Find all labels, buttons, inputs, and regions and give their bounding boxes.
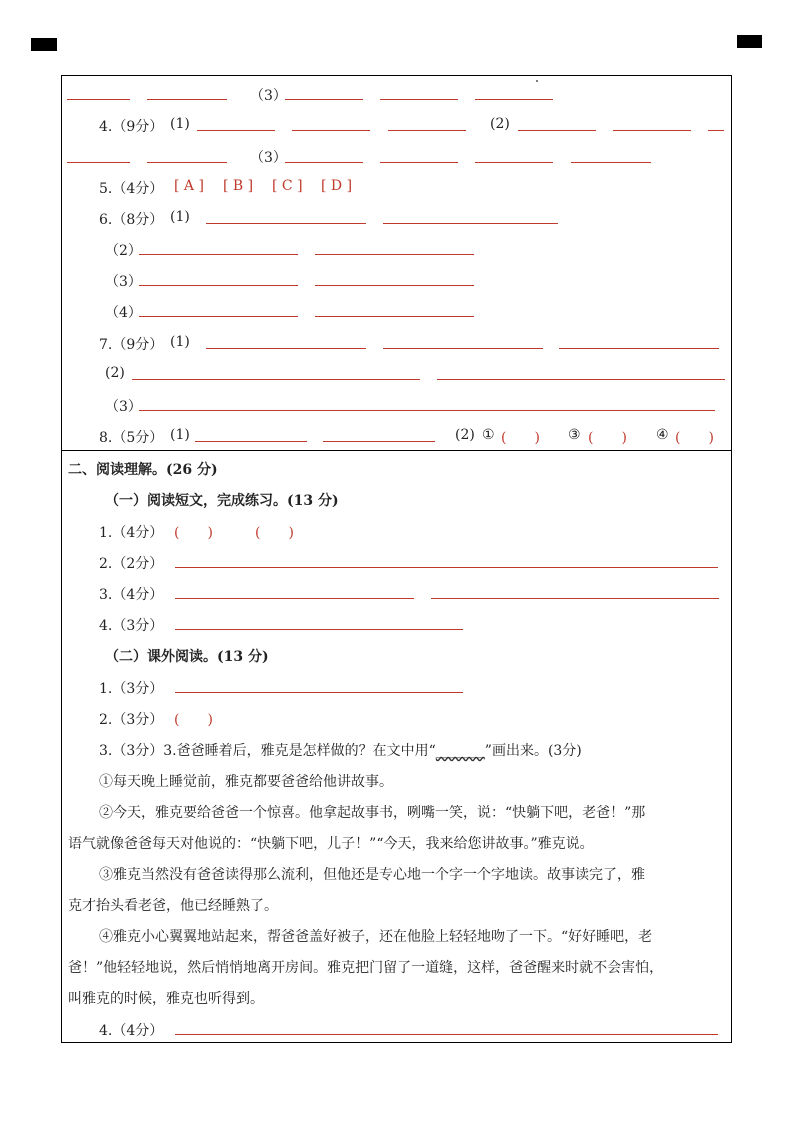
q8-answer-paren-4[interactable]: ( )	[675, 430, 714, 446]
q7-sub1: (1)	[170, 334, 190, 350]
sec1-q4-label: 4.（3分）	[99, 618, 164, 634]
answer-line[interactable]	[315, 316, 474, 317]
passage-para-4-line-1: ④雅克小心翼翼地站起来，帮爸爸盖好被子，还在他脸上轻轻地吻了一下。“好好睡吧，老	[99, 929, 653, 945]
q5-label: 5.（4分）	[99, 181, 164, 197]
answer-line[interactable]	[147, 162, 227, 163]
answer-line[interactable]	[206, 223, 366, 224]
answer-line[interactable]	[475, 162, 553, 163]
q6-sub3: （3）	[105, 274, 142, 290]
answer-line[interactable]	[175, 567, 718, 568]
sec1-q1-paren-2[interactable]: ( )	[255, 525, 294, 541]
answer-line[interactable]	[206, 348, 366, 349]
sec1-q2-label: 2.（2分）	[99, 556, 164, 572]
wavy-line-marker: _______	[435, 743, 485, 759]
q5-option-c[interactable]: [ C ]	[272, 178, 303, 194]
q6-sub2: （2）	[105, 243, 142, 259]
q6-label: 6.（8分）	[99, 212, 164, 228]
sec1-q1-paren-1[interactable]: ( )	[174, 525, 213, 541]
answer-line[interactable]	[175, 629, 463, 630]
q6-sub4: （4）	[105, 305, 142, 321]
q5-option-b[interactable]: [ B ]	[223, 178, 254, 194]
q8-label: 8.（5分）	[99, 430, 164, 446]
registration-mark-right	[737, 35, 762, 48]
answer-line[interactable]	[383, 223, 558, 224]
q7-sub2: (2)	[105, 365, 125, 381]
q4-sub2: (2)	[490, 116, 510, 132]
answer-line[interactable]	[132, 379, 420, 380]
answer-line[interactable]	[139, 410, 715, 411]
answer-line[interactable]	[380, 162, 458, 163]
answer-line[interactable]	[292, 130, 370, 131]
q8-circle-3: ③	[568, 427, 581, 443]
sec2-q3-suffix: ”画出来。(3分)	[484, 743, 582, 759]
q4-label: 4.（9分）	[99, 119, 164, 135]
sec2-q3-question	[99, 740, 582, 760]
answer-line[interactable]	[380, 99, 458, 100]
answer-line[interactable]	[175, 1034, 718, 1035]
q5-option-d[interactable]: [ D ]	[321, 178, 353, 194]
passage-para-3-line-2: 克才抬头看老爸，他已经睡熟了。	[68, 898, 278, 914]
q4-sub3: （3）	[250, 150, 287, 166]
q8-sub1: (1)	[170, 427, 190, 443]
answer-line[interactable]	[383, 348, 543, 349]
answer-line[interactable]	[175, 692, 463, 693]
q3-sub3-label: （3）	[250, 88, 287, 104]
sec2-q4-label: 4.（4分）	[99, 1023, 164, 1039]
q6-sub1: (1)	[170, 209, 190, 225]
passage-para-4-line-3: 叫雅克的时候，雅克也听得到。	[68, 991, 264, 1007]
answer-line[interactable]	[571, 162, 651, 163]
q7-sub3: （3）	[105, 399, 142, 415]
answer-line[interactable]	[67, 162, 130, 163]
sec1-heading: （一）阅读短文，完成练习。(13 分)	[105, 493, 339, 509]
answer-line[interactable]	[147, 99, 227, 100]
q4-sub1: (1)	[170, 116, 190, 132]
sec1-q3-label: 3.（4分）	[99, 587, 164, 603]
answer-line[interactable]	[195, 441, 307, 442]
answer-line[interactable]	[139, 316, 298, 317]
passage-para-4-line-2: 爸！”他轻轻地说，然后悄悄地离开房间。雅克把门留了一道缝，这样，爸爸醒来时就不会害怕，	[68, 960, 664, 976]
sec2-q2-paren[interactable]: ( )	[174, 712, 213, 728]
passage-para-3-line-1: ③雅克当然没有爸爸读得那么流利，但他还是专心地一个字一个字地读。故事读完了，雅	[99, 867, 645, 883]
q8-answer-paren-1[interactable]: ( )	[501, 430, 540, 446]
answer-line[interactable]	[518, 130, 596, 131]
q8-sub2: (2)	[455, 427, 475, 443]
q8-answer-paren-3[interactable]: ( )	[588, 430, 627, 446]
sec2-q3-prefix: 3.（3分）3.爸爸睡着后，雅克是怎样做的？在文中用“	[99, 743, 436, 759]
sec2-q1-label: 1.（3分）	[99, 681, 164, 697]
part2-heading: 二、阅读理解。(26 分)	[68, 462, 218, 478]
answer-line[interactable]	[285, 99, 363, 100]
sec1-q1-label: 1.（4分）	[99, 525, 164, 541]
passage-para-1: ①每天晚上睡觉前，雅克都要爸爸给他讲故事。	[99, 774, 393, 790]
stray-dot	[536, 80, 538, 82]
passage-para-2-line-1: ②今天，雅克要给爸爸一个惊喜。他拿起故事书，咧嘴一笑，说：“快躺下吧，老爸！”那	[99, 805, 646, 821]
answer-line[interactable]	[323, 441, 435, 442]
answer-line[interactable]	[388, 130, 466, 131]
registration-mark-left	[31, 38, 57, 51]
answer-line[interactable]	[197, 130, 275, 131]
answer-line[interactable]	[315, 285, 474, 286]
sec2-heading: （二）课外阅读。(13 分)	[105, 649, 269, 665]
q8-circle-4: ④	[656, 427, 669, 443]
answer-line[interactable]	[139, 254, 298, 255]
q8-circle-1: ①	[482, 427, 495, 443]
q7-label: 7.（9分）	[99, 337, 164, 353]
answer-line[interactable]	[139, 285, 298, 286]
section-divider	[62, 450, 731, 451]
answer-line[interactable]	[285, 162, 363, 163]
q5-option-a[interactable]: [ A ]	[174, 178, 204, 194]
answer-line[interactable]	[67, 99, 130, 100]
answer-line[interactable]	[613, 130, 691, 131]
answer-line[interactable]	[437, 379, 725, 380]
passage-para-2-line-2: 语气就像爸爸每天对他说的：“快躺下吧，儿子！”“今天，我来给您讲故事。”雅克说。	[68, 836, 594, 852]
answer-line[interactable]	[708, 130, 724, 131]
answer-line[interactable]	[475, 99, 553, 100]
answer-line[interactable]	[315, 254, 474, 255]
answer-line[interactable]	[431, 598, 719, 599]
answer-line[interactable]	[559, 348, 719, 349]
sec2-q2-label: 2.（3分）	[99, 712, 164, 728]
answer-line[interactable]	[175, 598, 414, 599]
